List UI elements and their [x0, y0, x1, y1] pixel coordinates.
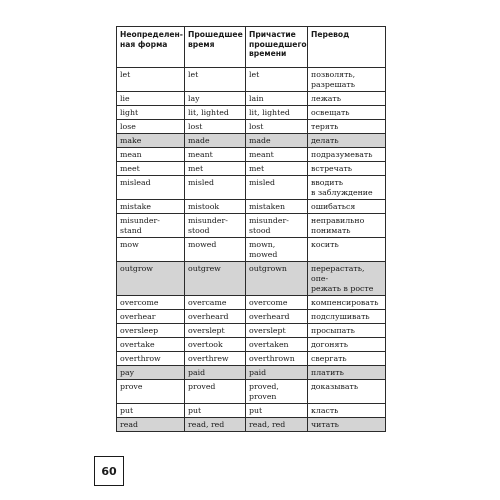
table-row [117, 214, 386, 238]
cell-past-participle: read, red [246, 418, 308, 432]
cell-past-simple: made [185, 134, 246, 148]
cell-translation: позволять, разрешать [308, 68, 386, 92]
cell-past-participle: overtaken [246, 338, 308, 352]
cell-infinitive: put [117, 404, 185, 418]
cell-translation: просыпать [308, 324, 386, 338]
cell-past-simple: overthrew [185, 352, 246, 366]
cell-past-simple: lay [185, 92, 246, 106]
cell-past-participle: overslept [246, 324, 308, 338]
cell-past-participle: lost [246, 120, 308, 134]
cell-infinitive: lie [117, 92, 185, 106]
header-past-participle: Причастие прошедшего времени [246, 27, 308, 68]
cell-infinitive: lose [117, 120, 185, 134]
cell-past-participle: overcome [246, 296, 308, 310]
cell-translation: свергать [308, 352, 386, 366]
cell-translation: компенсировать [308, 296, 386, 310]
cell-past-participle: lain [246, 92, 308, 106]
cell-past-participle: put [246, 404, 308, 418]
cell-past-participle: paid [246, 366, 308, 380]
cell-past-participle: misunder- stood [246, 214, 308, 238]
cell-past-simple: proved [185, 380, 246, 404]
cell-past-simple: lost [185, 120, 246, 134]
cell-infinitive: misunder- stand [117, 214, 185, 238]
cell-infinitive: mislead [117, 176, 185, 200]
cell-translation: перерастать, опе- режать в росте [308, 262, 386, 296]
irregular-verbs-table [116, 26, 386, 432]
cell-past-simple: read, red [185, 418, 246, 432]
table-row [117, 200, 386, 214]
cell-translation: доказывать [308, 380, 386, 404]
cell-past-simple: paid [185, 366, 246, 380]
table-row [117, 418, 386, 432]
cell-past-participle: meant [246, 148, 308, 162]
cell-past-simple: meant [185, 148, 246, 162]
cell-infinitive: mistake [117, 200, 185, 214]
cell-translation: вводить в заблуждение [308, 176, 386, 200]
cell-translation: косить [308, 238, 386, 262]
table-row [117, 310, 386, 324]
cell-past-simple: misunder- stood [185, 214, 246, 238]
cell-translation: ошибаться [308, 200, 386, 214]
cell-infinitive: mow [117, 238, 185, 262]
cell-past-simple: put [185, 404, 246, 418]
table-row [117, 162, 386, 176]
page-number: 60 [94, 456, 124, 486]
cell-past-simple: mowed [185, 238, 246, 262]
cell-infinitive: outgrow [117, 262, 185, 296]
cell-infinitive: meet [117, 162, 185, 176]
cell-past-participle: overthrown [246, 352, 308, 366]
cell-translation: догонять [308, 338, 386, 352]
cell-infinitive: pay [117, 366, 185, 380]
cell-past-simple: overcame [185, 296, 246, 310]
header-past-simple: Прошедшее время [185, 27, 246, 68]
cell-past-participle: mistaken [246, 200, 308, 214]
cell-past-simple: met [185, 162, 246, 176]
table-row [117, 120, 386, 134]
cell-infinitive: prove [117, 380, 185, 404]
cell-past-simple: outgrew [185, 262, 246, 296]
cell-translation: читать [308, 418, 386, 432]
cell-translation: платить [308, 366, 386, 380]
cell-past-participle: made [246, 134, 308, 148]
cell-translation: делать [308, 134, 386, 148]
cell-past-simple: overslept [185, 324, 246, 338]
table-row [117, 176, 386, 200]
table-row [117, 296, 386, 310]
table-row [117, 238, 386, 262]
cell-past-participle: misled [246, 176, 308, 200]
table-row [117, 262, 386, 296]
cell-infinitive: overtake [117, 338, 185, 352]
table-body [117, 68, 386, 432]
cell-infinitive: overthrow [117, 352, 185, 366]
cell-infinitive: mean [117, 148, 185, 162]
cell-translation: подслушивать [308, 310, 386, 324]
cell-translation: подразумевать [308, 148, 386, 162]
cell-past-participle: overheard [246, 310, 308, 324]
header-translation: Перевод [308, 27, 386, 68]
cell-translation: лежать [308, 92, 386, 106]
cell-translation: неправильно понимать [308, 214, 386, 238]
cell-past-participle: lit, lighted [246, 106, 308, 120]
cell-past-participle: mown, mowed [246, 238, 308, 262]
table-row [117, 352, 386, 366]
cell-past-simple: let [185, 68, 246, 92]
cell-infinitive: let [117, 68, 185, 92]
table-row [117, 68, 386, 92]
cell-translation: класть [308, 404, 386, 418]
cell-past-participle: outgrown [246, 262, 308, 296]
cell-past-participle: proved, proven [246, 380, 308, 404]
cell-infinitive: make [117, 134, 185, 148]
table-row [117, 92, 386, 106]
table-row [117, 404, 386, 418]
header-infinitive: Неопределен- ная форма [117, 27, 185, 68]
cell-past-participle: let [246, 68, 308, 92]
table-row [117, 366, 386, 380]
cell-past-simple: overheard [185, 310, 246, 324]
table-row [117, 338, 386, 352]
cell-infinitive: overhear [117, 310, 185, 324]
cell-infinitive: read [117, 418, 185, 432]
cell-infinitive: overcome [117, 296, 185, 310]
cell-past-simple: lit, lighted [185, 106, 246, 120]
cell-infinitive: oversleep [117, 324, 185, 338]
cell-infinitive: light [117, 106, 185, 120]
table-row [117, 106, 386, 120]
cell-translation: терять [308, 120, 386, 134]
table-row [117, 134, 386, 148]
table-row [117, 324, 386, 338]
cell-translation: освещать [308, 106, 386, 120]
table-row [117, 148, 386, 162]
cell-past-simple: overtook [185, 338, 246, 352]
table-header-row [117, 27, 386, 68]
cell-past-simple: mistook [185, 200, 246, 214]
cell-past-participle: met [246, 162, 308, 176]
table-row [117, 380, 386, 404]
cell-past-simple: misled [185, 176, 246, 200]
cell-translation: встречать [308, 162, 386, 176]
